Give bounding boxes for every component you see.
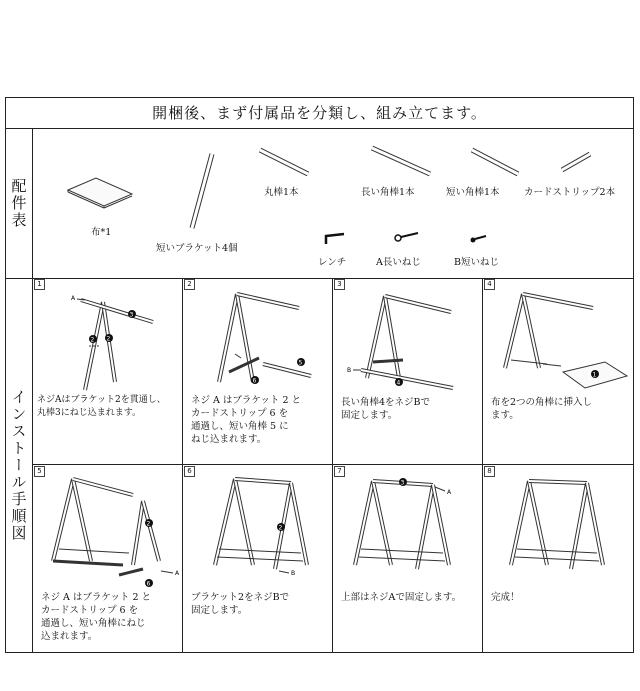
step-number: 6 [184, 466, 195, 477]
callout-4: 4 [396, 379, 401, 387]
callout-2: 2 [146, 520, 151, 528]
part-label-wrench: レンチ [318, 257, 347, 268]
step-3-illustration [333, 278, 483, 398]
step-7-text: 上部はネジAで固定します。 [341, 592, 462, 603]
step-2-illustration [183, 278, 333, 398]
round-bar-illustration [256, 146, 316, 180]
step-6 [183, 465, 333, 652]
callout-a: A [175, 570, 180, 577]
part-label-short-screw: B短いねじ [454, 257, 499, 268]
step-1-illustration [33, 278, 183, 398]
steps-grid [33, 278, 633, 653]
long-square-bar-illustration [368, 144, 438, 182]
part-label-cloth: 布*1 [91, 227, 112, 238]
step-5-text: ネジ A はブラケット 2 と カードストリップ 6 を 通過し、短い角棒にねじ 込まれます。 [41, 592, 152, 642]
callout-b: B [291, 570, 296, 577]
callout-a: A [71, 295, 76, 302]
short-square-bar-illustration [468, 146, 528, 180]
step-number: 5 [34, 466, 45, 477]
part-label-card-strip: カードストリップ2本 [524, 187, 616, 198]
step-number: 8 [484, 466, 495, 477]
part-label-short-square-bar: 短い角棒1本 [446, 187, 500, 198]
callout-6: 6 [146, 580, 151, 588]
callout-2: 2 [90, 336, 95, 344]
callout-b: B [347, 367, 352, 374]
step-5 [33, 465, 183, 652]
callout-3: 3 [129, 311, 134, 319]
step-number: 7 [334, 466, 345, 477]
short-bracket-illustration [186, 152, 226, 234]
step-8-illustration [483, 465, 633, 590]
step-8-text: 完成！ [491, 592, 520, 603]
part-label-long-screw: A長いねじ [376, 257, 421, 268]
wrench-icon [324, 232, 348, 250]
part-label-short-bracket: 短いブラケット4個 [156, 243, 238, 254]
step-number: 2 [184, 279, 195, 290]
step-4-illustration [483, 278, 633, 398]
install-section-label [6, 278, 33, 653]
parts-table [6, 128, 633, 279]
step-number: 4 [484, 279, 495, 290]
part-label-round-bar: 丸棒1本 [264, 187, 299, 198]
step-6-illustration [183, 465, 333, 590]
step-7-illustration [333, 465, 483, 590]
short-screw-icon [468, 232, 492, 246]
step-number: 1 [34, 279, 45, 290]
callout-2b: 2 [106, 335, 111, 343]
callout-a: A [447, 489, 452, 496]
step-2 [183, 278, 333, 465]
install-label-text: インストール手順図 [9, 389, 28, 542]
parts-section-label [6, 128, 33, 278]
callout-3: 3 [400, 479, 405, 487]
callout-6: 6 [252, 377, 257, 385]
assembly-instruction-sheet [5, 97, 634, 653]
step-2-text: ネジ A はブラケット 2 と カードストリップ 6 を 通過し、短い角棒 5 に ねじ込まれます。 [191, 395, 302, 445]
step-1-text: ネジAはブラケット2を貫通し、 丸棒3にねじ込まれます。 [37, 395, 166, 418]
page-title: 開梱後、まず付属品を分類し、組み立てます。 [6, 98, 633, 129]
step-3 [333, 278, 483, 465]
callout-2: 2 [278, 524, 283, 532]
step-3-text: 長い角棒4をネジBで 固定します。 [341, 397, 431, 421]
step-number: 3 [334, 279, 345, 290]
long-screw-icon [392, 230, 422, 246]
part-label-long-square-bar: 長い角棒1本 [361, 187, 415, 198]
step-1 [33, 278, 183, 465]
step-8 [483, 465, 633, 652]
cloth-illustration [66, 172, 136, 212]
card-strip-illustration [556, 150, 596, 176]
step-4-text: 布を2つの角棒に挿入し ます。 [491, 397, 593, 421]
callout-1: 1 [592, 371, 597, 379]
parts-label-text: 配件表 [9, 177, 28, 229]
step-4 [483, 278, 633, 465]
step-7 [333, 465, 483, 652]
callout-5: 5 [298, 359, 303, 367]
step-5-illustration [33, 465, 183, 590]
step-6-text: ブラケット2をネジBで 固定します。 [191, 592, 290, 616]
